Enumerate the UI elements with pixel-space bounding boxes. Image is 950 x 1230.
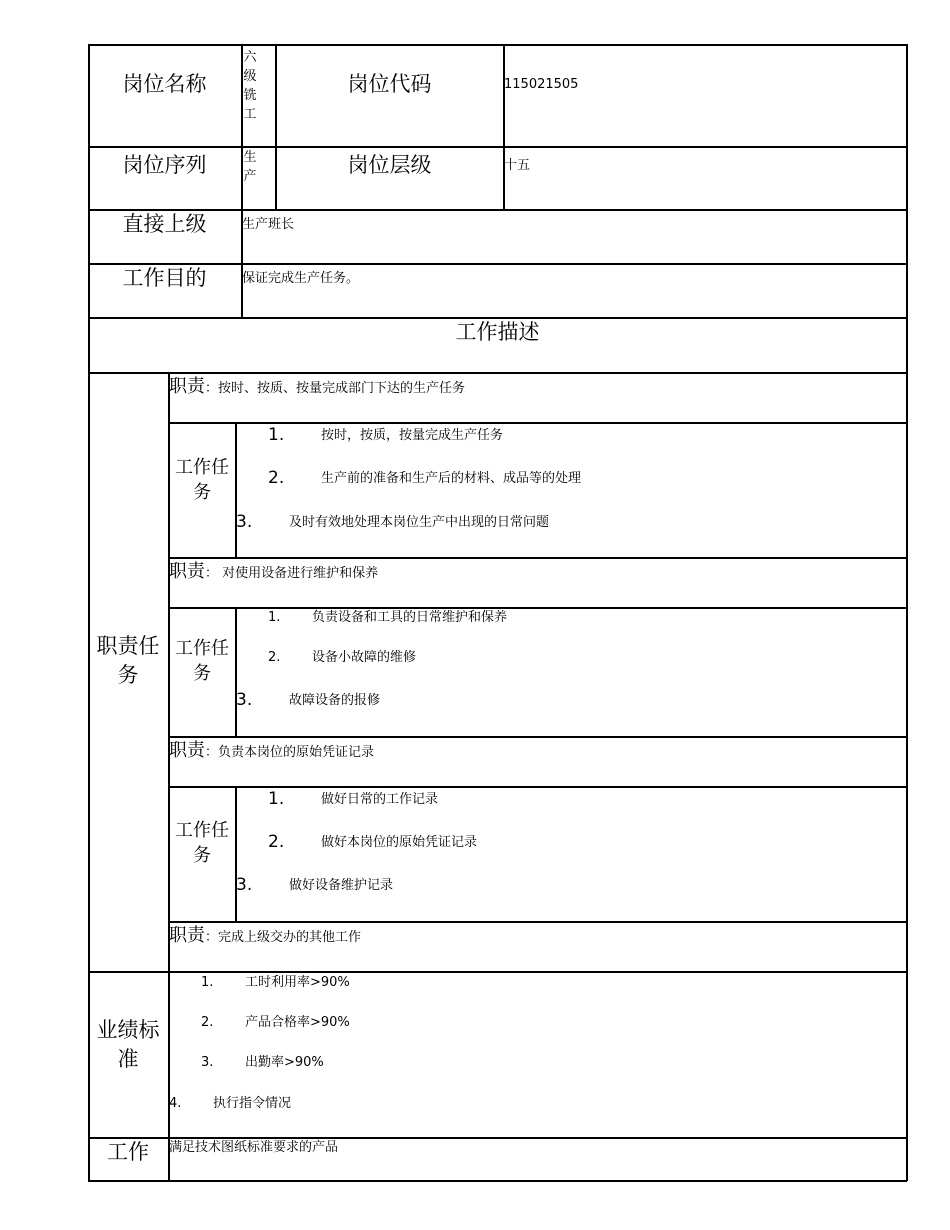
task-number: 2. — [268, 832, 285, 852]
duty-row — [169, 740, 374, 762]
supervisor-value: 生产班长 — [242, 217, 295, 232]
task-number: 1. — [268, 789, 285, 809]
position-code-label: 岗位代码 — [347, 72, 432, 96]
job-description-table — [88, 44, 907, 1181]
row-divider — [88, 317, 907, 319]
task-number: 2. — [268, 468, 285, 488]
duty-text: ： 对使用设备进行维护和保养 — [205, 566, 379, 581]
table-border-bottom — [88, 1180, 907, 1182]
row-divider — [88, 209, 907, 211]
row-divider — [168, 921, 907, 923]
task-text: 做好设备维护记录 — [289, 878, 394, 893]
position-series-value: 生产 — [243, 150, 257, 184]
position-name-label: 岗位名称 — [122, 72, 207, 96]
position-level-value: 十五 — [504, 158, 531, 173]
duty-prefix: 职责 — [169, 740, 205, 761]
task-label: 工作任务 — [175, 638, 229, 684]
performance-number: 3. — [201, 1055, 214, 1070]
duty-prefix: 职责 — [169, 376, 205, 397]
task-number: 3. — [236, 875, 253, 895]
duty-text: ：按时、按质、按量完成部门下达的生产任务 — [205, 381, 466, 396]
task-number: 3. — [236, 512, 253, 532]
row-divider — [168, 422, 907, 424]
task-text: 做好日常的工作记录 — [321, 792, 439, 807]
col-divider — [235, 422, 237, 557]
row-divider — [88, 372, 907, 374]
performance-label: 业绩标准 — [96, 1018, 160, 1071]
task-label: 工作任务 — [175, 457, 229, 503]
purpose-value: 保证完成生产任务。 — [242, 271, 360, 286]
duty-row — [169, 561, 378, 583]
row-divider — [88, 263, 907, 265]
performance-item: 出勤率>90% — [245, 1055, 324, 1070]
description-title: 工作描述 — [455, 320, 540, 344]
task-text: 故障设备的报修 — [289, 693, 381, 708]
table-border-right — [906, 44, 908, 1181]
row-divider — [168, 736, 907, 738]
col-divider — [503, 44, 505, 209]
duty-text: ：完成上级交办的其他工作 — [205, 930, 362, 945]
duty-prefix: 职责 — [169, 925, 205, 946]
task-number: 3. — [236, 690, 253, 710]
row-divider — [168, 786, 907, 788]
performance-number: 2. — [201, 1015, 214, 1030]
task-text: 生产前的准备和生产后的材料、成品等的处理 — [321, 471, 582, 486]
col-divider — [275, 44, 277, 209]
position-series-label: 岗位序列 — [122, 153, 207, 177]
work-value: 满足技术图纸标准要求的产品 — [169, 1140, 339, 1155]
task-number: 2. — [268, 650, 281, 665]
performance-number: 4. — [169, 1096, 182, 1111]
performance-item: 产品合格率>90% — [245, 1015, 350, 1030]
row-divider — [168, 557, 907, 559]
task-text: 按时，按质，按量完成生产任务 — [321, 428, 504, 443]
row-divider — [88, 146, 907, 148]
task-number: 1. — [268, 610, 281, 625]
task-label: 工作任务 — [175, 820, 229, 866]
position-code-value: 115021505 — [504, 77, 579, 92]
table-border-top — [88, 44, 907, 46]
task-number: 1. — [268, 425, 285, 445]
col-divider — [235, 607, 237, 736]
duty-prefix: 职责 — [169, 561, 205, 582]
task-text: 负责设备和工具的日常维护和保养 — [312, 610, 508, 625]
performance-item: 执行指令情况 — [213, 1096, 292, 1111]
row-divider — [88, 1137, 907, 1139]
task-text: 做好本岗位的原始凭证记录 — [321, 835, 478, 850]
work-label: 工作 — [107, 1140, 149, 1164]
duty-row — [169, 376, 465, 398]
purpose-label: 工作目的 — [122, 266, 207, 290]
row-divider — [88, 971, 907, 973]
position-level-label: 岗位层级 — [347, 153, 432, 177]
position-name-value: 六级铣工 — [243, 50, 257, 122]
col-divider — [235, 786, 237, 921]
duty-row — [169, 925, 361, 947]
task-text: 及时有效地处理本岗位生产中出现的日常问题 — [289, 515, 550, 530]
task-text: 设备小故障的维修 — [312, 650, 417, 665]
performance-number: 1. — [201, 975, 214, 990]
supervisor-label: 直接上级 — [122, 212, 207, 236]
performance-item: 工时利用率>90% — [245, 975, 350, 990]
duty-text: ：负责本岗位的原始凭证记录 — [205, 745, 375, 760]
duties-section-label: 职责任务 — [96, 634, 160, 687]
row-divider — [168, 607, 907, 609]
